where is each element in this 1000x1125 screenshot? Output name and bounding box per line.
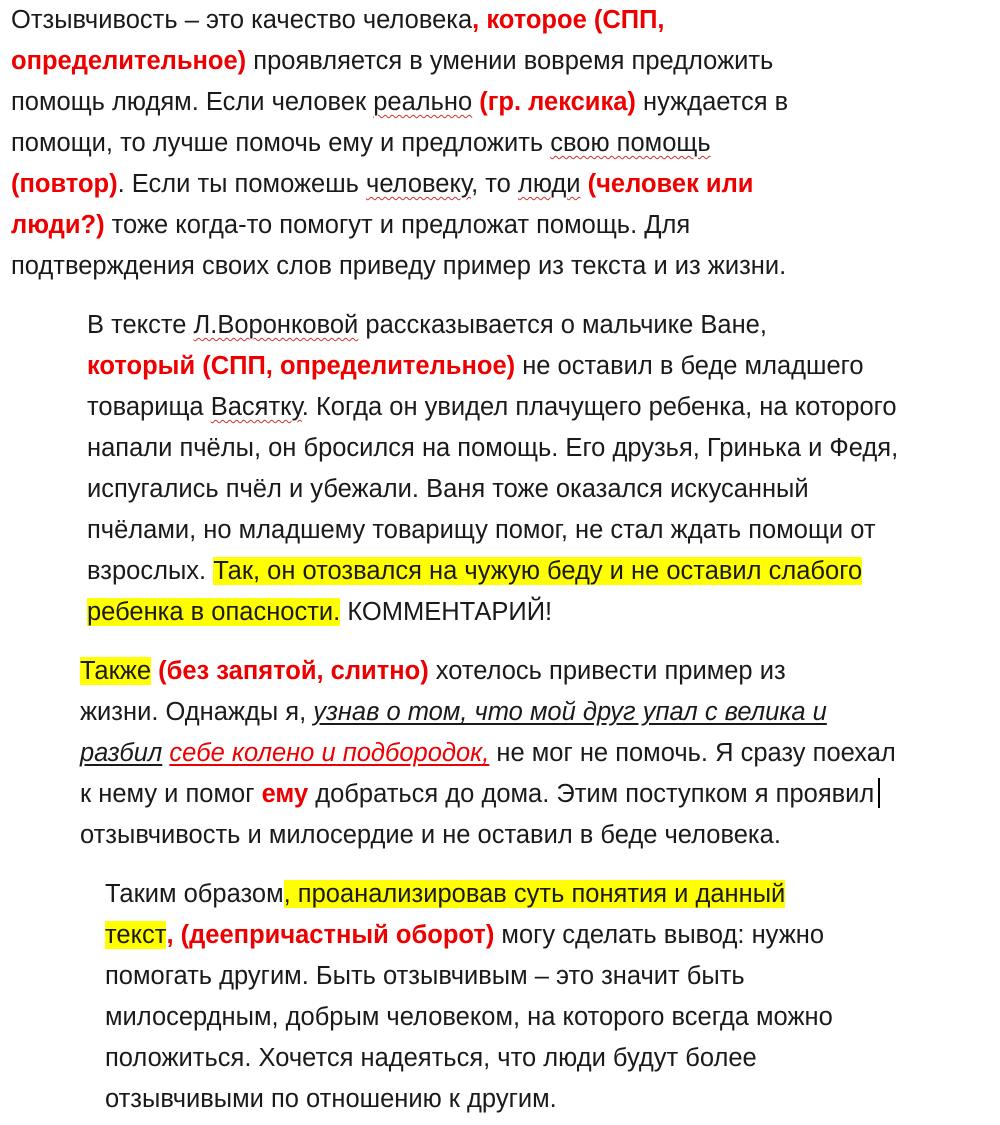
text-line	[11, 915, 941, 956]
text-line	[11, 510, 941, 551]
text-run: В тексте	[87, 311, 194, 339]
highlighted-text: Так, он отозвался на чужую беду и не оставил слабого	[213, 557, 863, 585]
text-line	[11, 774, 941, 815]
text-run: отзывчивость и милосердие и не оставил в беде человека.	[80, 821, 781, 849]
text-line	[11, 815, 941, 856]
text-run: испугались пчёл и убежали. Ваня тоже оказался искусанный	[87, 475, 809, 503]
text-line	[11, 651, 941, 692]
comment-marker: КОММЕНТАРИЙ!	[340, 598, 553, 626]
text-line	[11, 82, 941, 123]
underlined-italic-text: разбил	[80, 739, 163, 767]
highlighted-text: Также	[80, 657, 152, 685]
spellcheck-marked-word[interactable]: Васятку	[210, 393, 302, 421]
text-line	[11, 164, 941, 205]
text-line	[11, 346, 941, 387]
text-line	[11, 123, 941, 164]
teacher-comment: (без запятой, слитно)	[158, 657, 429, 685]
text-line	[11, 469, 941, 510]
text-line	[11, 997, 941, 1038]
text-line	[11, 592, 941, 633]
text-run: не мог не помочь. Я сразу поехал	[489, 739, 896, 767]
underlined-italic-text: узнав о том, что мой друг упал с велика и	[313, 698, 827, 726]
text-run: милосердным, добрым человеком, на которого всегда можно	[105, 1003, 833, 1031]
text-line	[11, 733, 941, 774]
text-line	[11, 1038, 941, 1079]
text-run: товарища	[87, 393, 211, 421]
text-line	[11, 305, 941, 346]
text-run: положиться. Хочется надеяться, что люди будут более	[105, 1044, 757, 1072]
text-line	[11, 551, 941, 592]
spellcheck-marked-word[interactable]: свою помощь	[550, 129, 711, 157]
text-run: напали пчёлы, он бросился на помощь. Его друзья, Гринька и Федя,	[87, 434, 899, 462]
text-run: проявляется в умении вовремя предложить	[246, 47, 774, 75]
text-run	[581, 170, 588, 198]
text-run: отзывчивыми по отношению к другим.	[105, 1085, 557, 1113]
text-line	[11, 874, 941, 915]
spellcheck-marked-word[interactable]: человеку	[366, 170, 472, 198]
text-run: могу сделать вывод: нужно	[494, 921, 825, 949]
teacher-comment: определительное)	[11, 47, 247, 75]
text-run: помогать другим. Быть отзывчивым – это значит быть	[105, 962, 745, 990]
paragraph-conclusion	[11, 874, 941, 1120]
text-line	[11, 956, 941, 997]
text-line	[11, 1079, 941, 1120]
teacher-comment: (гр. лексика)	[479, 88, 636, 116]
text-run: Отзывчивость – это качество человека	[11, 6, 473, 34]
text-run: подтверждения своих слов приведу пример из текста и из жизни.	[11, 252, 787, 280]
paragraph-text-argument	[11, 305, 941, 633]
text-cursor	[878, 778, 880, 808]
text-line	[11, 428, 941, 469]
spellcheck-marked-word[interactable]: Л.Воронковой	[193, 311, 359, 339]
teacher-comment: люди?)	[11, 211, 105, 239]
spellcheck-marked-word[interactable]: люди	[517, 170, 581, 198]
highlighted-text: ребенка в опасности.	[87, 598, 341, 626]
highlighted-text: текст	[105, 921, 167, 949]
text-run: . Если ты поможешь	[117, 170, 367, 198]
text-run: , то	[471, 170, 518, 198]
teacher-correction: себе колено и подбородок,	[169, 739, 490, 767]
paragraph-life-argument	[11, 651, 941, 856]
text-run: помощи, то лучше помочь ему и предложить	[11, 129, 551, 157]
spellcheck-marked-word[interactable]: реально	[373, 88, 473, 116]
teacher-comment: который (СПП, определительное)	[87, 352, 516, 380]
text-line	[11, 41, 941, 82]
teacher-comment: (человек или	[587, 170, 754, 198]
text-line	[11, 387, 941, 428]
teacher-comment: ему	[261, 780, 309, 808]
text-run: помощь людям. Если человек	[11, 88, 374, 116]
text-run: взрослых.	[87, 557, 214, 585]
paragraph-intro	[11, 0, 941, 287]
teacher-comment: , которое (СПП,	[472, 6, 665, 34]
teacher-comment: (повтор)	[11, 170, 118, 198]
document-page[interactable]	[11, 0, 941, 1120]
text-run: хотелось привести пример из	[428, 657, 786, 685]
text-run: нуждается в	[635, 88, 789, 116]
text-line	[11, 205, 941, 246]
text-run: Таким образом	[105, 880, 284, 908]
text-run: пчёлами, но младшему товарищу помог, не стал ждать помощи от	[87, 516, 876, 544]
text-run: к нему и помог	[80, 780, 262, 808]
text-run: . Когда он увидел плачущего ребенка, на которого	[301, 393, 897, 421]
text-line	[11, 0, 941, 41]
text-run: жизни. Однажды я,	[80, 698, 314, 726]
text-run: тоже когда-то помогут и предложат помощь. Для	[104, 211, 691, 239]
text-line	[11, 246, 941, 287]
text-line	[11, 692, 941, 733]
text-run: добраться до дома. Этим поступком я проявил	[308, 780, 875, 808]
teacher-comment: , (деепричастный оборот)	[166, 921, 495, 949]
text-run: рассказывается о мальчике Ване,	[358, 311, 767, 339]
highlighted-text: , проанализировав суть понятия и данный	[283, 880, 786, 908]
text-run: не оставил в беде младшего	[515, 352, 864, 380]
